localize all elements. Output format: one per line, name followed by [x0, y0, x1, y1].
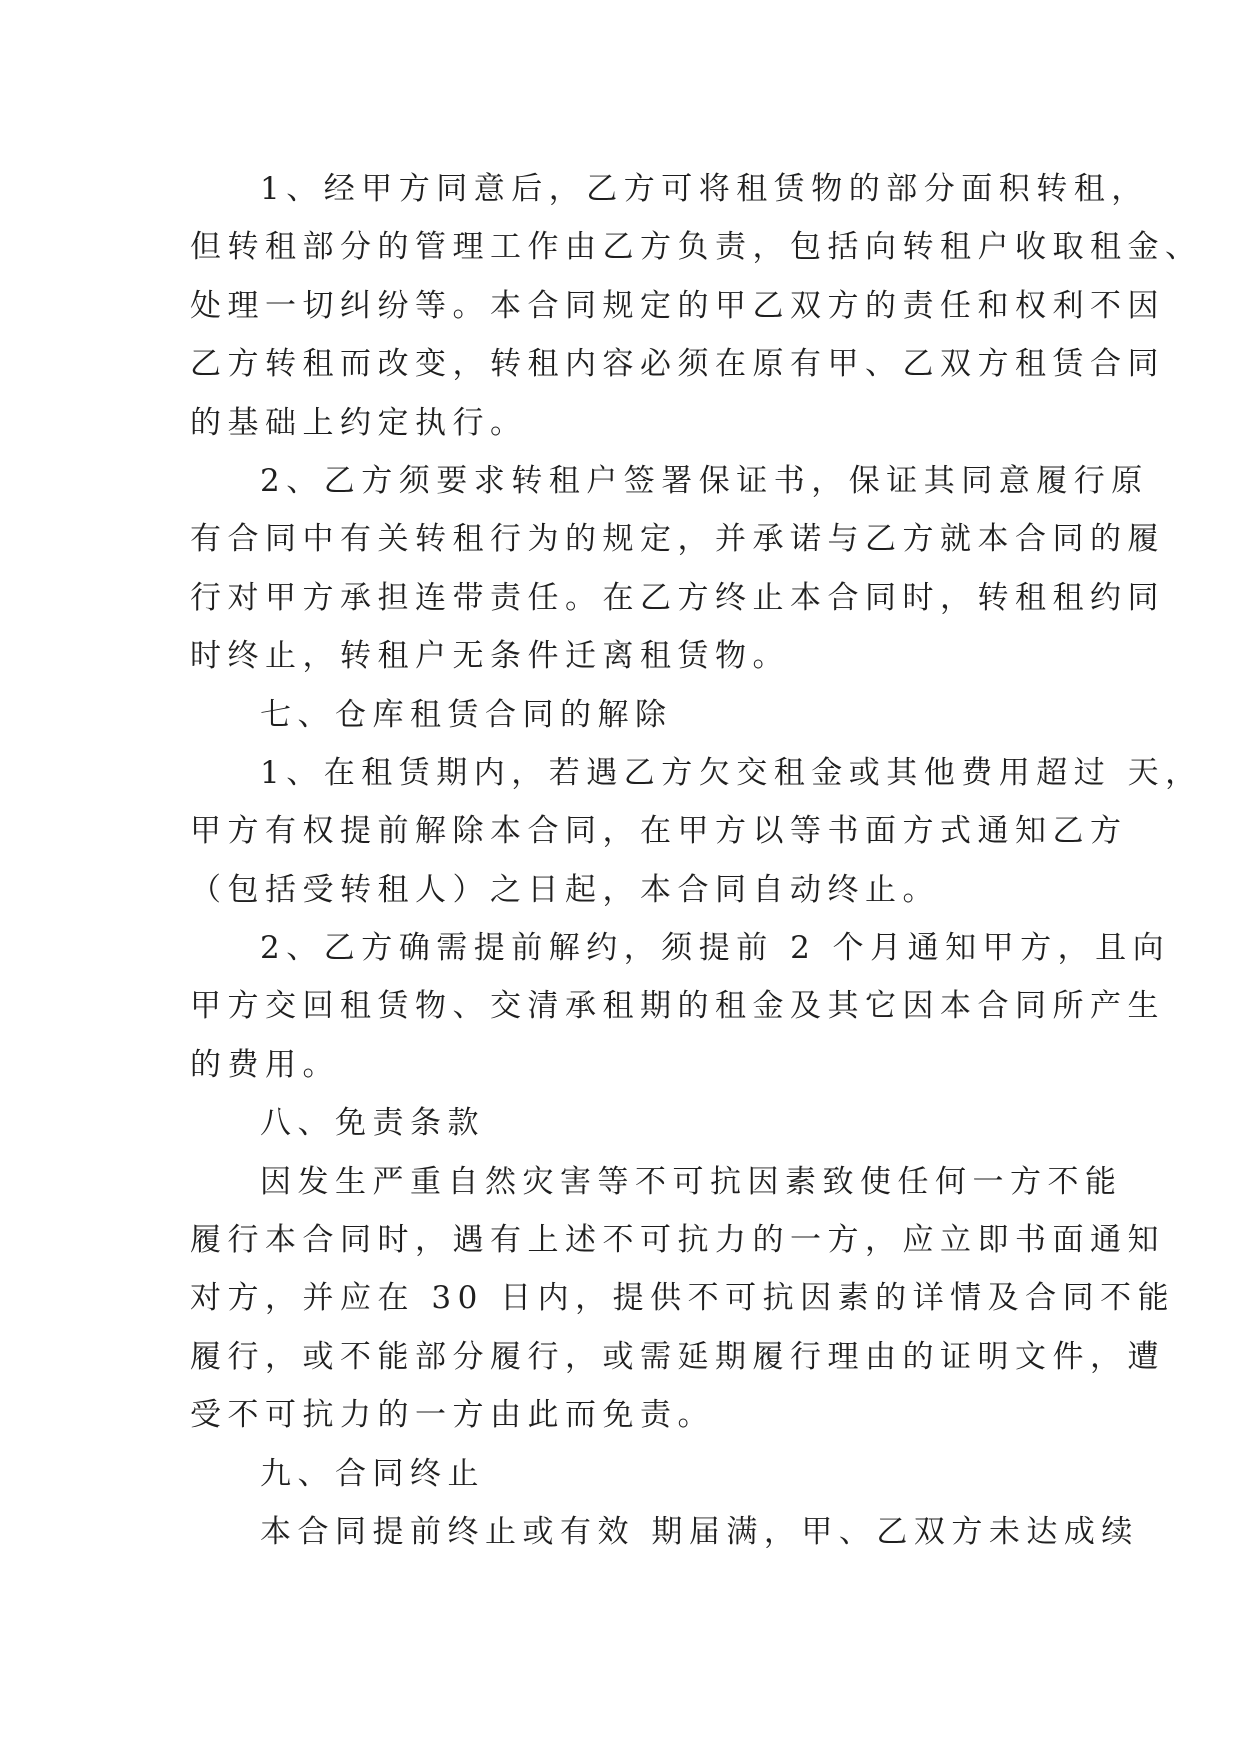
text-line: 履行本合同时，遇有上述不可抗力的一方，应立即书面通知	[190, 1222, 1165, 1259]
contract-text	[190, 160, 1203, 1561]
section-heading: 八、免责条款	[260, 1105, 485, 1142]
text-line: 的基础上约定执行。	[190, 404, 528, 441]
text-line: 的费用。	[190, 1046, 340, 1083]
text-line: 对方，并应在 30 日内，提供不可抗因素的详情及合同不能	[190, 1280, 1176, 1317]
text-line: 有合同中有关转租行为的规定，并承诺与乙方就本合同的履	[190, 521, 1165, 558]
text-line: （包括受转租人）之日起，本合同自动终止。	[190, 871, 940, 908]
text-line: 履行，或不能部分履行，或需延期履行理由的证明文件，遭	[190, 1338, 1165, 1375]
section-heading: 九、合同终止	[260, 1455, 485, 1492]
text-line: 但转租部分的管理工作由乙方负责，包括向转租户收取租金、	[190, 229, 1203, 266]
text-line: 1、经甲方同意后，乙方可将租赁物的部分面积转租，	[260, 171, 1149, 207]
text-line: 1、在租赁期内，若遇乙方欠交租金或其他费用超过 天，	[260, 754, 1203, 791]
text-line: 行对甲方承担连带责任。在乙方终止本合同时，转租租约同	[190, 579, 1165, 616]
text-line: 2、乙方确需提前解约，须提前 2 个月通知甲方，且向	[260, 930, 1171, 967]
section-heading: 七、仓库租赁合同的解除	[260, 696, 673, 733]
text-line: 本合同提前终止或有效 期届满，甲、乙双方未达成续	[260, 1513, 1139, 1550]
text-line: 2、乙方须要求转租户签署保证书，保证其同意履行原	[260, 462, 1149, 499]
text-line: 受不可抗力的一方由此而免责。	[190, 1397, 715, 1434]
text-line: 甲方交回租赁物、交清承租期的租金及其它因本合同所产生	[190, 988, 1165, 1025]
text-line: 处理一切纠纷等。本合同规定的甲乙双方的责任和权利不因	[190, 287, 1165, 324]
text-line: 时终止，转租户无条件迁离租赁物。	[190, 638, 790, 675]
text-line: 甲方有权提前解除本合同，在甲方以等书面方式通知乙方	[190, 813, 1128, 850]
text-line: 因发生严重自然灾害等不可抗因素致使任何一方不能	[260, 1163, 1123, 1200]
text-line: 乙方转租而改变，转租内容必须在原有甲、乙双方租赁合同	[190, 346, 1165, 383]
